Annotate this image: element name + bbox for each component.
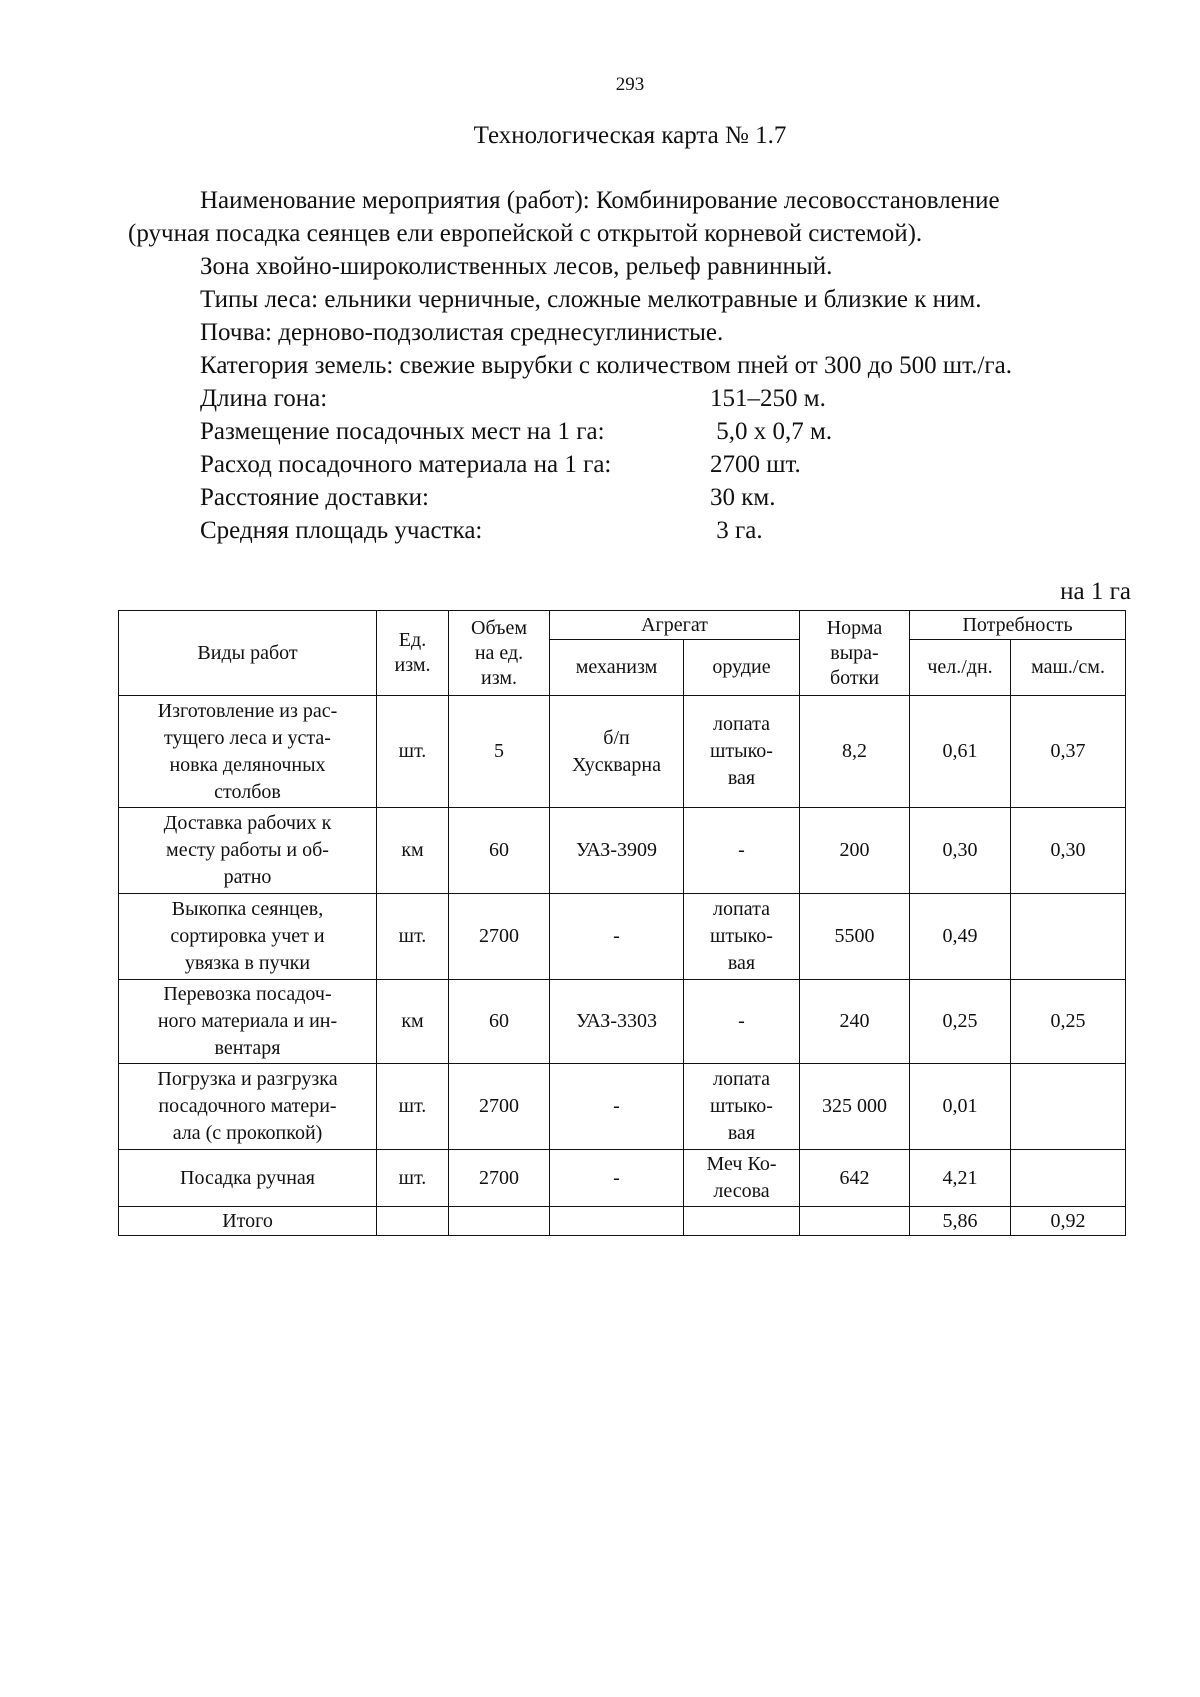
empty-cell: [800, 1207, 910, 1236]
header-volume: Объем на ед. изм.: [449, 611, 550, 696]
empty-cell: [377, 1207, 449, 1236]
cell-volume: 60: [449, 808, 550, 894]
forest-types-line: Типы леса: ельники черничные, сложные мелкотравные и близкие к ним.: [200, 286, 982, 313]
cell-mechanism: -: [550, 1150, 684, 1207]
cell-work: Доставка рабочих к месту работы и об- ратно: [119, 808, 377, 894]
page-number: 293: [615, 74, 645, 95]
cell-man-days: 4,21: [910, 1150, 1011, 1207]
soil-line: Почва: дерново-подзолистая среднесуглинистые.: [200, 319, 724, 346]
empty-cell: [550, 1207, 684, 1236]
header-man-days: чел./дн.: [910, 640, 1011, 696]
cell-volume: 2700: [449, 894, 550, 980]
cell-norm: 5500: [800, 894, 910, 980]
table-row: [119, 1150, 1126, 1207]
total-machine-shifts: 0,92: [1011, 1207, 1126, 1236]
cell-tool: Меч Ко- лесова: [684, 1150, 800, 1207]
cell-machine-shifts: [1011, 1150, 1126, 1207]
param-row: [200, 415, 832, 448]
cell-man-days: 0,49: [910, 894, 1011, 980]
cell-machine-shifts: 0,37: [1011, 696, 1126, 808]
header-aggregate: Агрегат: [550, 611, 800, 640]
cell-norm: 200: [800, 808, 910, 894]
unit-note: на 1 га: [1060, 578, 1131, 605]
cell-norm: 240: [800, 980, 910, 1064]
cell-work: Изготовление из рас- тущего леса и уста- новка деляночных столбов: [119, 696, 377, 808]
header-machine-shifts: маш./см.: [1011, 640, 1126, 696]
cell-tool: лопата штыко- вая: [684, 1064, 800, 1150]
cell-volume: 2700: [449, 1150, 550, 1207]
table-total-row: [119, 1207, 1126, 1236]
param-value: 3 га.: [710, 517, 763, 544]
cell-man-days: 0,30: [910, 808, 1011, 894]
header-need: Потребность: [910, 611, 1126, 640]
cell-volume: 5: [449, 696, 550, 808]
cell-man-days: 0,01: [910, 1064, 1011, 1150]
land-category-line: Категория земель: свежие вырубки с количеством пней от 300 до 500 шт./га.: [200, 352, 1012, 379]
cell-mechanism: УАЗ-3303: [550, 980, 684, 1064]
param-label: Расход посадочного материала на 1 га:: [200, 451, 612, 478]
cell-norm: 8,2: [800, 696, 910, 808]
cell-volume: 60: [449, 980, 550, 1064]
table-row: [119, 980, 1126, 1064]
header-unit: Ед. изм.: [377, 611, 449, 696]
cell-machine-shifts: 0,25: [1011, 980, 1126, 1064]
param-label: Размещение посадочных мест на 1 га:: [200, 418, 605, 445]
cell-tool: лопата штыко- вая: [684, 696, 800, 808]
cell-unit: км: [377, 980, 449, 1064]
cell-man-days: 0,25: [910, 980, 1011, 1064]
intro-line-2: (ручная посадка сеянцев ели европейской с открытой корневой системой).: [128, 220, 923, 247]
intro-section: [128, 184, 1128, 382]
param-row: [200, 514, 832, 547]
table-row: [119, 696, 1126, 808]
header-mechanism: механизм: [550, 640, 684, 696]
cell-mechanism: -: [550, 894, 684, 980]
header-norm: Норма выра- ботки: [800, 611, 910, 696]
param-label: Длина гона:: [200, 385, 328, 412]
total-man-days: 5,86: [910, 1207, 1011, 1236]
table-row: [119, 1064, 1126, 1150]
param-value: 30 км.: [710, 484, 776, 511]
cell-man-days: 0,61: [910, 696, 1011, 808]
param-label: Средняя площадь участка:: [200, 517, 483, 544]
cell-work: Перевозка посадоч- ного материала и ин- вентаря: [119, 980, 377, 1064]
param-row: [200, 382, 832, 415]
cell-norm: 642: [800, 1150, 910, 1207]
cell-volume: 2700: [449, 1064, 550, 1150]
cell-unit: км: [377, 808, 449, 894]
cell-tool: -: [684, 808, 800, 894]
table-row: [119, 894, 1126, 980]
empty-cell: [684, 1207, 800, 1236]
param-value: 5,0 х 0,7 м.: [710, 418, 833, 445]
cell-unit: шт.: [377, 1064, 449, 1150]
cell-machine-shifts: [1011, 894, 1126, 980]
header-work-types: Виды работ: [119, 611, 377, 696]
cell-norm: 325 000: [800, 1064, 910, 1150]
table-row: [119, 808, 1126, 894]
header-tool: орудие: [684, 640, 800, 696]
param-row: [200, 448, 832, 481]
cell-unit: шт.: [377, 696, 449, 808]
cell-mechanism: б/п Хускварна: [550, 696, 684, 808]
cell-work: Погрузка и разгрузка посадочного матери- ала (с прокопкой): [119, 1064, 377, 1150]
param-value: 2700 шт.: [710, 451, 801, 478]
document-title: Технологическая карта № 1.7: [473, 122, 787, 149]
intro-line-1: Наименование мероприятия (работ): Комбинирование лесовосстановление: [200, 187, 1000, 214]
parameters-list: [200, 382, 832, 547]
zone-line: Зона хвойно-широколиственных лесов, рельеф равнинный.: [200, 253, 833, 280]
work-table: [118, 610, 1126, 1236]
param-label: Расстояние доставки:: [200, 484, 429, 511]
cell-machine-shifts: 0,30: [1011, 808, 1126, 894]
cell-unit: шт.: [377, 1150, 449, 1207]
cell-tool: -: [684, 980, 800, 1064]
cell-tool: лопата штыко- вая: [684, 894, 800, 980]
cell-unit: шт.: [377, 894, 449, 980]
cell-work: Выкопка сеянцев, сортировка учет и увязка в пучки: [119, 894, 377, 980]
param-row: [200, 481, 832, 514]
total-label: Итого: [119, 1207, 377, 1236]
cell-mechanism: УАЗ-3909: [550, 808, 684, 894]
param-value: 151–250 м.: [710, 385, 826, 412]
cell-mechanism: -: [550, 1064, 684, 1150]
empty-cell: [449, 1207, 550, 1236]
cell-machine-shifts: [1011, 1064, 1126, 1150]
cell-work: Посадка ручная: [119, 1150, 377, 1207]
